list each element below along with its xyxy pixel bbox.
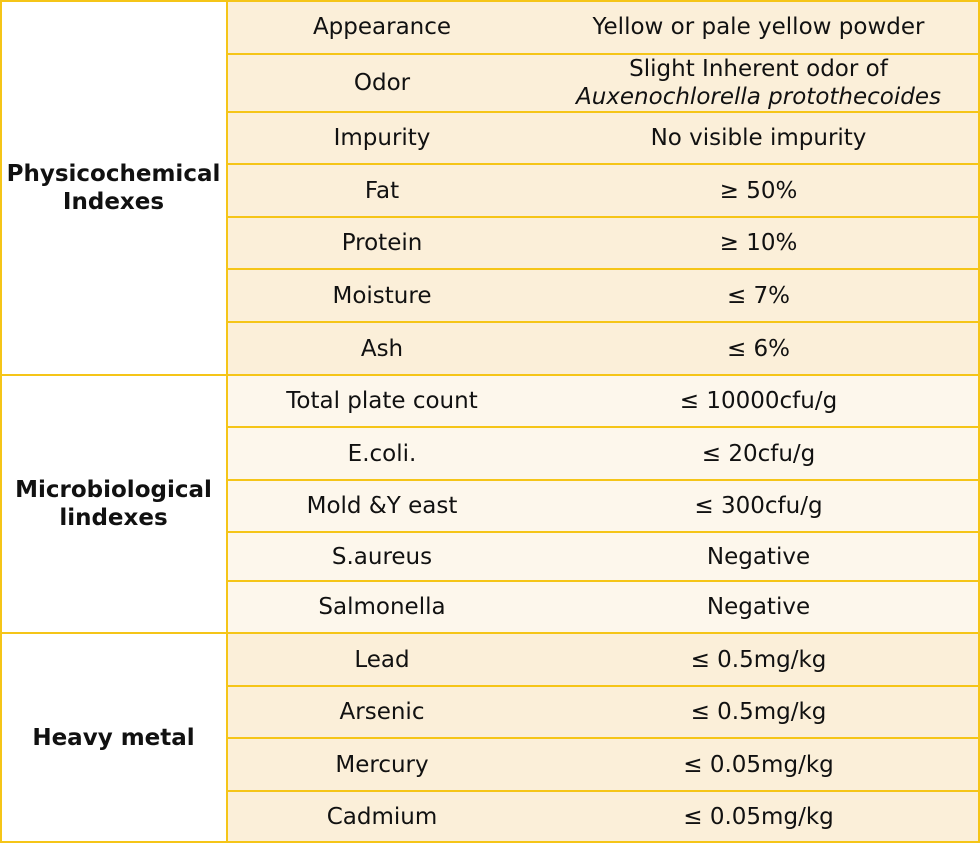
grid-line: [227, 163, 980, 165]
grid-line: [227, 426, 980, 428]
table-row: [227, 532, 980, 581]
item-cell: Mercury: [335, 751, 429, 778]
value-text: ≥ 10%: [719, 230, 798, 256]
table-row: [227, 480, 980, 532]
item-cell: Ash: [360, 335, 404, 362]
item-cell: Arsenic: [339, 699, 425, 725]
category-cell: Physicochemical Indexes: [0, 0, 227, 375]
value-text: ≤ 0.5mg/kg: [690, 699, 827, 725]
table-row: [227, 322, 980, 375]
table-row: [227, 375, 980, 427]
table-row: [227, 217, 980, 269]
category-cell: Heavy metal: [0, 633, 227, 843]
value-text: ≤ 6%: [726, 335, 791, 362]
grid-line: [227, 479, 980, 481]
value-text: ≤ 0.5mg/kg: [690, 646, 827, 673]
table-row: [227, 738, 980, 791]
item-cell: Lead: [354, 646, 410, 673]
item-cell: Moisture: [332, 282, 432, 309]
item-cell: Odor: [353, 70, 411, 96]
grid-line: [0, 0, 2, 843]
value-cell: [537, 532, 980, 581]
value-text: Negative: [706, 594, 811, 620]
value-text: ≤ 20cfu/g: [701, 440, 816, 467]
item-cell: Impurity: [333, 125, 431, 151]
value-text: Negative: [706, 543, 811, 570]
value-text: ≤ 10000cfu/g: [679, 388, 838, 414]
value-cell: [537, 0, 980, 54]
category-cell: Microbiological lindexes: [0, 375, 227, 633]
table-row: [227, 0, 980, 54]
item-cell: Protein: [341, 230, 423, 256]
table-row: [227, 54, 980, 112]
grid-line: [227, 53, 980, 55]
grid-line: [227, 685, 980, 687]
value-cell: [537, 427, 980, 480]
table-row: [227, 633, 980, 686]
grid-line: [227, 321, 980, 323]
value-text: ≤ 0.05mg/kg: [683, 751, 834, 778]
item-cell: Appearance: [312, 14, 452, 40]
value-cell: [537, 375, 980, 427]
value-cell: [537, 738, 980, 791]
table-row: [227, 791, 980, 843]
value-cell: [537, 269, 980, 322]
value-cell: [537, 217, 980, 269]
value-text-italic: Auxenochlorella protothecoides: [575, 84, 941, 110]
grid-line: [0, 632, 980, 634]
value-text: Slight Inherent odor of: [629, 56, 888, 82]
item-cell: Fat: [364, 177, 400, 204]
grid-line: [226, 0, 228, 843]
grid-line: [227, 111, 980, 113]
grid-line: [227, 580, 980, 582]
grid-line: [0, 374, 980, 376]
value-text: No visible impurity: [650, 125, 867, 151]
table-row: [227, 686, 980, 738]
grid-line: [227, 737, 980, 739]
value-cell: [537, 112, 980, 164]
value-cell: [537, 164, 980, 217]
value-cell: [537, 480, 980, 532]
item-cell: Mold &Y east: [306, 493, 458, 519]
item-cell: E.coli.: [347, 440, 417, 467]
value-cell: [537, 322, 980, 375]
table-row: [227, 164, 980, 217]
table-row: [227, 427, 980, 480]
grid-line: [227, 268, 980, 270]
table-row: [227, 581, 980, 633]
value-text: ≤ 0.05mg/kg: [683, 804, 834, 830]
grid-line: [0, 0, 980, 2]
value-text: Yellow or pale yellow powder: [592, 14, 925, 40]
value-text: ≤ 7%: [726, 282, 791, 309]
grid-line: [227, 216, 980, 218]
value-cell: [537, 686, 980, 738]
grid-line: [227, 790, 980, 792]
grid-line: [227, 531, 980, 533]
value-cell: [537, 581, 980, 633]
table-row: [227, 269, 980, 322]
value-cell: [537, 633, 980, 686]
value-text: ≤ 300cfu/g: [694, 493, 823, 519]
item-cell: S.aureus: [331, 543, 433, 570]
item-cell: Salmonella: [318, 594, 446, 620]
value-cell: [537, 54, 980, 112]
value-cell: [537, 791, 980, 843]
value-text: ≥ 50%: [719, 177, 798, 204]
item-cell: Total plate count: [286, 388, 478, 414]
table-row: [227, 112, 980, 164]
item-cell: Cadmium: [326, 804, 438, 830]
